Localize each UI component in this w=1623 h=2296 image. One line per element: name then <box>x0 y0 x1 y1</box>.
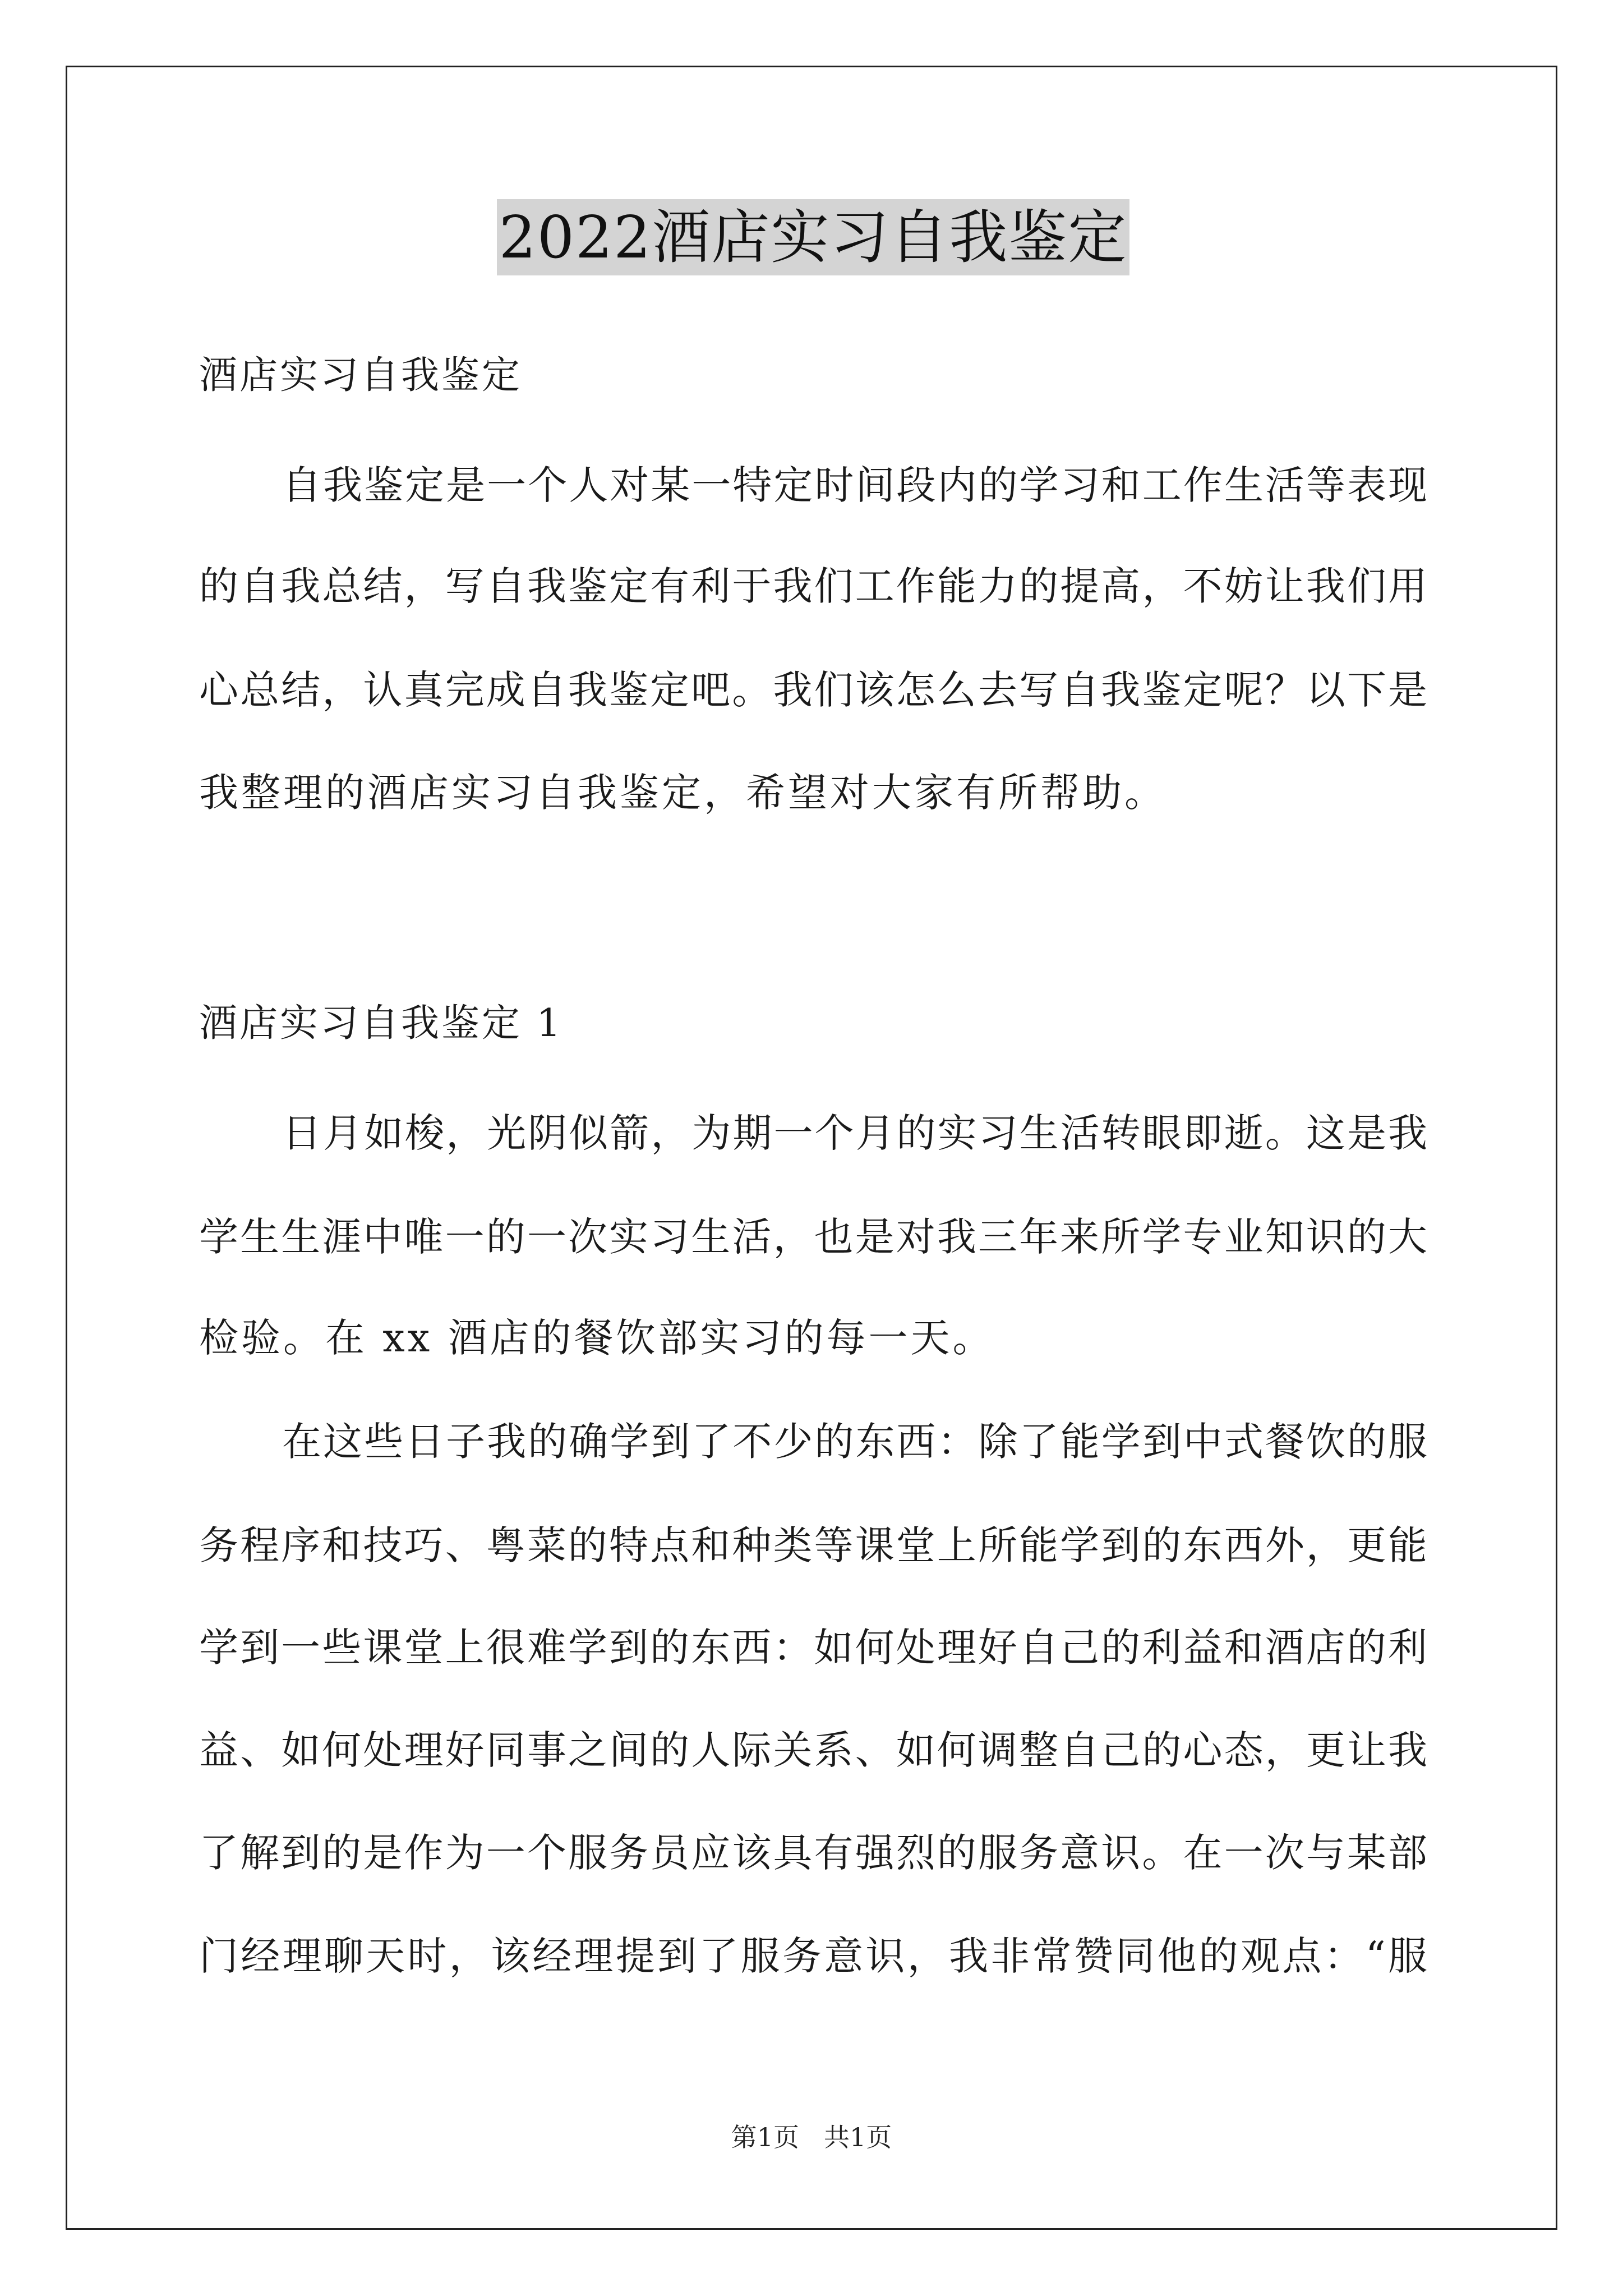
page-number-total: 共1页 <box>823 2122 892 2152</box>
para2-line-1: 在这些日子我的确学到了不少的东西：除了能学到中式餐饮的服 <box>282 1419 1427 1465</box>
intro-line-1: 自我鉴定是一个人对某一特定时间段内的学习和工作生活等表现 <box>282 462 1427 508</box>
para1-line-2: 学生生涯中唯一的一次实习生活，也是对我三年来所学专业知识的大 <box>199 1214 1427 1260</box>
para1-line-1: 日月如梭，光阴似箭，为期一个月的实习生活转眼即逝。这是我 <box>282 1110 1427 1156</box>
para2-line-6: 门经理聊天时，该经理提到了服务意识，我非常赞同他的观点：“服 <box>199 1933 1427 1979</box>
intro-line-2: 的自我总结，写自我鉴定有利于我们工作能力的提高，不妨让我们用 <box>199 563 1427 609</box>
section1-heading: 酒店实习自我鉴定 1 <box>199 1001 563 1046</box>
para2-line-2: 务程序和技巧、粤菜的特点和种类等课堂上所能学到的东西外，更能 <box>199 1522 1427 1568</box>
intro-line-3: 心总结，认真完成自我鉴定吧。我们该怎么去写自我鉴定呢？以下是 <box>199 667 1427 713</box>
para2-line-3: 学到一些课堂上很难学到的东西：如何处理好自己的利益和酒店的利 <box>199 1625 1427 1671</box>
intro-heading: 酒店实习自我鉴定 <box>199 353 523 398</box>
para1-line-3: 检验。在 xx 酒店的餐饮部实习的每一天。 <box>199 1315 995 1361</box>
intro-line-4: 我整理的酒店实习自我鉴定，希望对大家有所帮助。 <box>199 770 1166 816</box>
page-number-current: 第1页 <box>731 2122 800 2152</box>
title-wrap <box>199 199 1427 275</box>
page-footer <box>0 2120 1623 2154</box>
para2-line-5: 了解到的是作为一个服务员应该具有强烈的服务意识。在一次与某部 <box>199 1830 1427 1876</box>
document-title: 2022酒店实习自我鉴定 <box>497 199 1130 275</box>
para2-line-4: 益、如何处理好同事之间的人际关系、如何调整自己的心态，更让我 <box>199 1727 1427 1773</box>
